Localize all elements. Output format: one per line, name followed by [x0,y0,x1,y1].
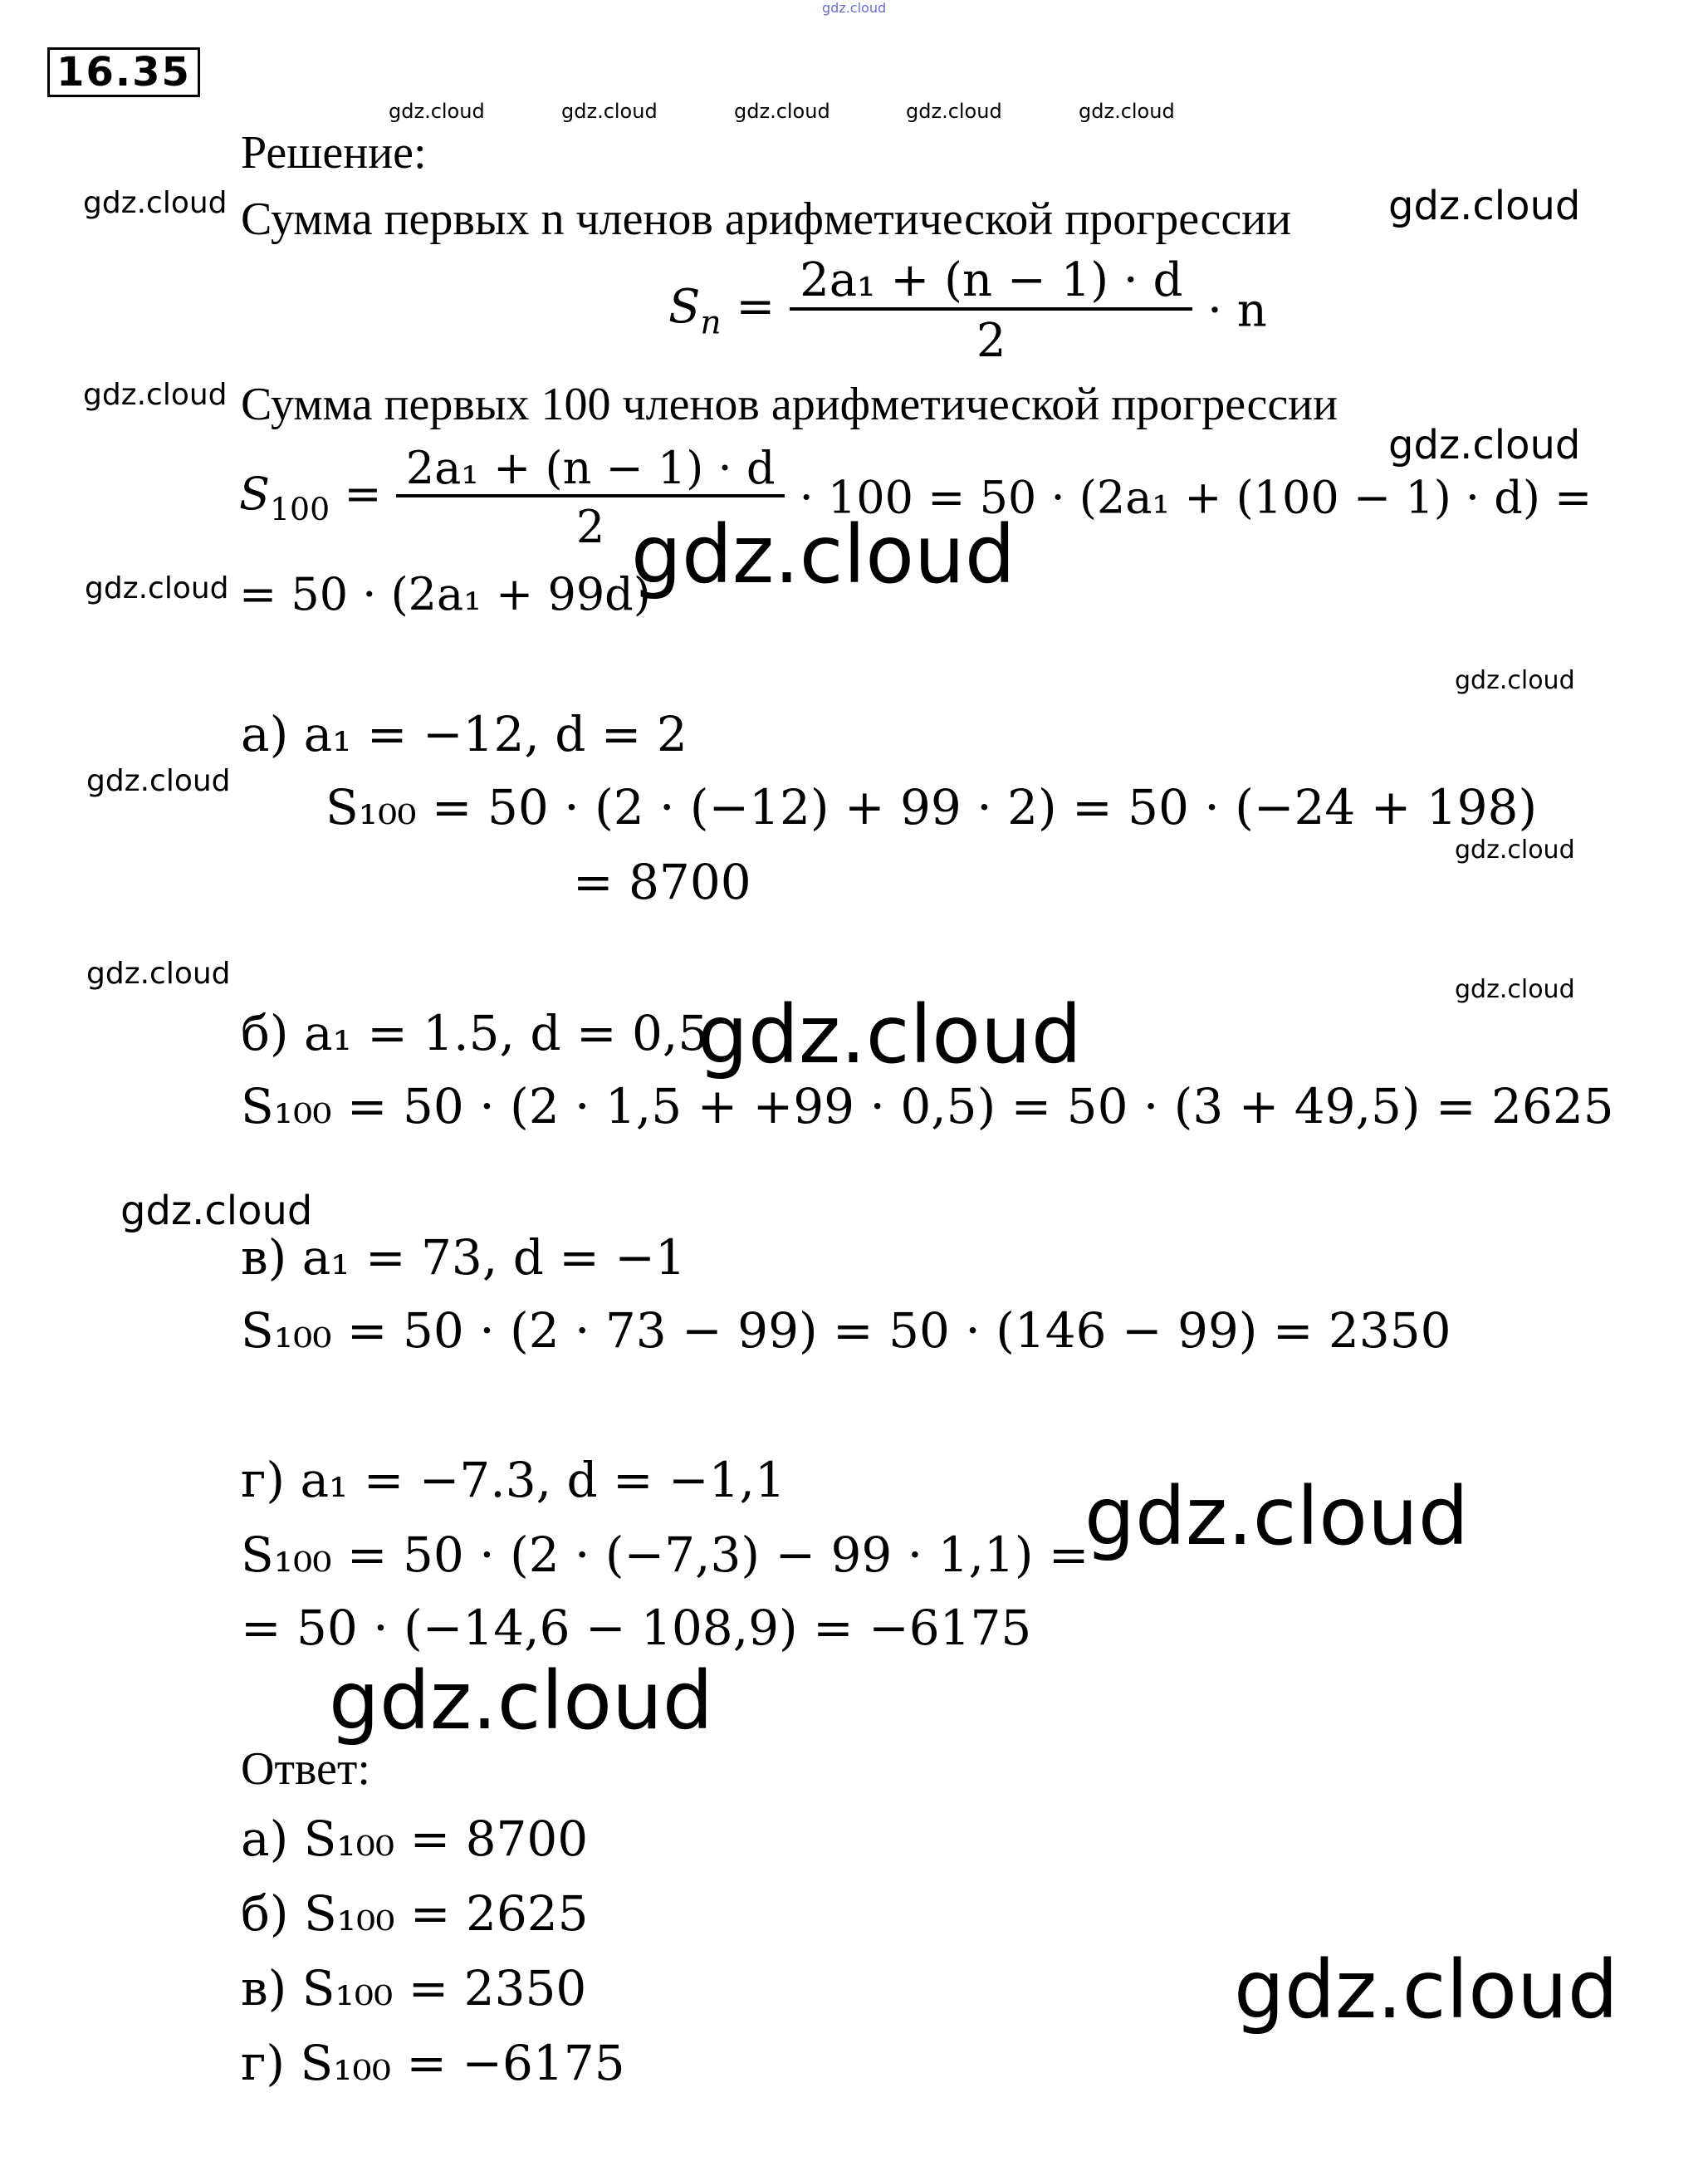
watermark: gdz.cloud [1079,100,1175,123]
watermark: gdz.cloud [83,186,228,220]
watermark: gdz.cloud [734,100,830,123]
watermark: gdz.cloud [1455,835,1575,865]
part-c-calc: S₁₀₀ = 50 · (2 · 73 − 99) = 50 · (146 − 99) = 2350 [241,1302,1451,1359]
watermark: gdz.cloud [120,1188,313,1234]
watermark: gdz.cloud [906,100,1002,123]
watermark: gdz.cloud [1455,666,1575,695]
watermark: gdz.cloud [86,764,231,798]
hundred-text: Сумма первых 100 членов арифметической прогрессии [241,379,1339,430]
watermark: gdz.cloud [83,378,228,412]
watermark-large: gdz.cloud [631,508,1016,601]
watermark: gdz.cloud [1388,422,1581,468]
hundred-formula-denominator: 2 [575,501,605,553]
watermark-large: gdz.cloud [1234,1943,1618,2036]
watermark: gdz.cloud [86,957,231,991]
part-c-given: в) a₁ = 73, d = −1 [241,1229,686,1286]
answer-b: б) S₁₀₀ = 2625 [241,1885,589,1942]
watermark-large: gdz.cloud [697,988,1082,1081]
hundred-formula-numerator: 2a₁ + (n − 1) · d [396,442,785,497]
answer-c: в) S₁₀₀ = 2350 [241,1960,587,2016]
part-d-calc: S₁₀₀ = 50 · (2 · (−7,3) − 99 · 1,1) = [241,1526,1089,1583]
watermark-top: gdz.cloud [822,0,887,16]
watermark: gdz.cloud [85,571,229,605]
answer-a: а) S₁₀₀ = 8700 [241,1811,589,1867]
watermark-large: gdz.cloud [1084,1470,1469,1563]
watermark: gdz.cloud [1455,975,1575,1004]
answer-d: г) S₁₀₀ = −6175 [241,2035,625,2091]
solution-heading: Решение: [241,127,427,179]
general-formula-numerator: 2a₁ + (n − 1) · d [790,253,1192,311]
hundred-formula-line2: = 50 · (2a₁ + 99d) [239,568,651,620]
part-d-result: = 50 · (−14,6 − 108,9) = −6175 [241,1600,1032,1656]
watermark: gdz.cloud [1388,183,1581,229]
intro-text: Сумма первых n членов арифметической прогрессии [241,194,1292,245]
part-a-given: а) a₁ = −12, d = 2 [241,706,688,762]
watermark-large: gdz.cloud [329,1654,713,1747]
part-d-given: г) a₁ = −7.3, d = −1,1 [241,1452,785,1508]
part-a-result: = 8700 [573,854,751,910]
problem-number-box: 16.35 [47,47,200,97]
general-formula-denominator: 2 [976,314,1006,368]
part-b-calc: S₁₀₀ = 50 · (2 · 1,5 + +99 · 0,5) = 50 · (3 + 49,5) = 2625 [241,1078,1614,1134]
hundred-formula: $S_{100}$ = $\frac{\text{2a₁ + (n − 1) · d}}{2}$ · 100 = 50 · (2a₁ + (100 − 1) · d) = [239,442,1593,553]
general-formula: $S_n$ = $\frac{\text{2a₁ + (n − 1) · d}}{2}$ · n [668,253,1267,368]
watermark: gdz.cloud [561,100,658,123]
part-a-calc: S₁₀₀ = 50 · (2 · (−12) + 99 · 2) = 50 · (−24 + 198) [325,779,1538,835]
answer-heading: Ответ: [241,1743,370,1795]
part-b-given: б) a₁ = 1.5, d = 0,5 [241,1005,709,1061]
watermark: gdz.cloud [389,100,485,123]
